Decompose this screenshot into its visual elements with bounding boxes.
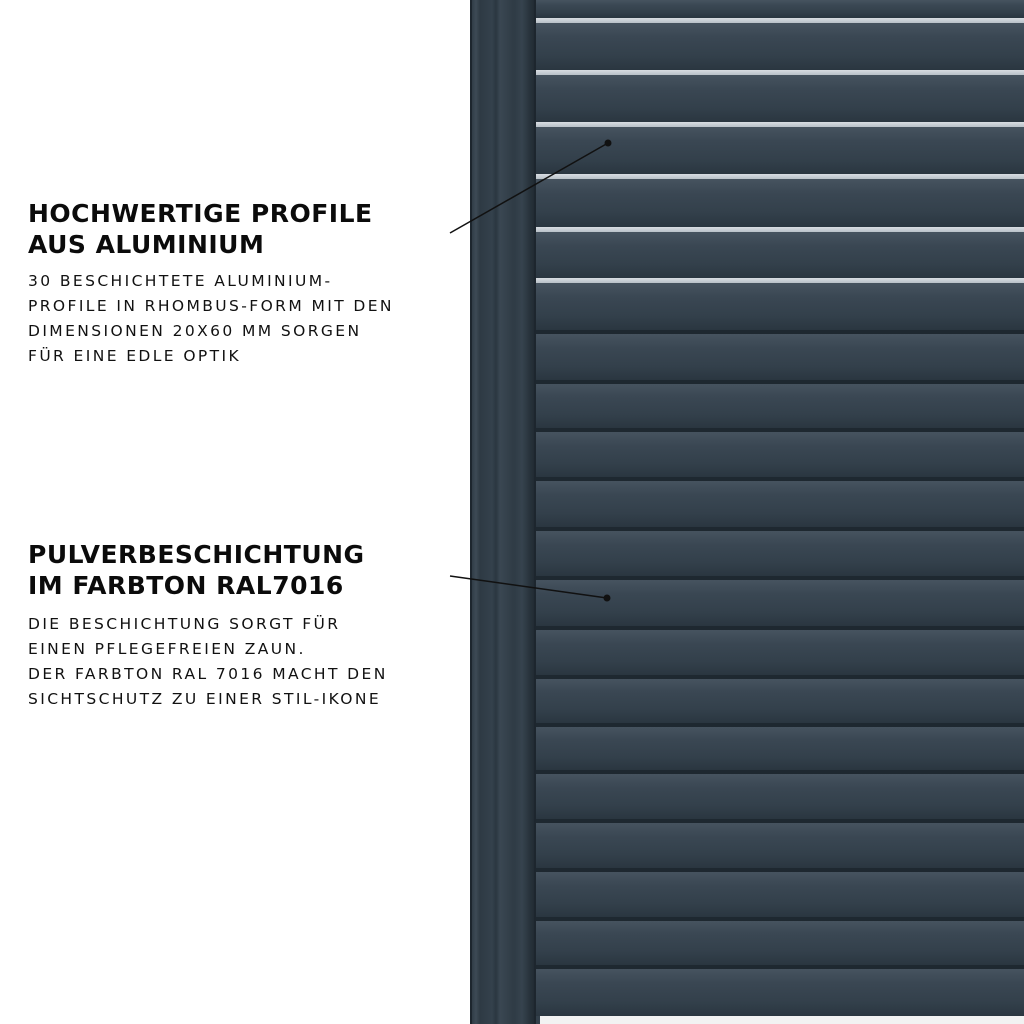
feature-heading-coating: PULVERBESCHICHTUNG IM FARBTON RAL7016: [28, 540, 365, 600]
fence-slat: [536, 531, 1024, 576]
feature-heading-profiles: HOCHWERTIGE PROFILE AUS ALUMINIUM: [28, 199, 373, 259]
fence-slat: [536, 179, 1024, 227]
fence-slat: [536, 0, 1024, 18]
fence-slat: [536, 334, 1024, 380]
fence-slat: [536, 823, 1024, 868]
fence-slat: [536, 283, 1024, 330]
fence-slat: [536, 727, 1024, 770]
fence-slat: [536, 580, 1024, 626]
fence-slat: [536, 384, 1024, 428]
fence-slat: [536, 872, 1024, 917]
fence-post-edge: [470, 0, 472, 1024]
fence-post: [470, 0, 536, 1024]
fence-bottom-gap: [540, 1016, 1024, 1024]
fence-slat: [536, 432, 1024, 477]
fence-slat: [536, 75, 1024, 122]
fence-slat: [536, 481, 1024, 527]
fence-slat: [536, 679, 1024, 723]
fence-slat: [536, 969, 1024, 1016]
feature-text-profiles: 30 BESCHICHTETE ALUMINIUM- PROFILE IN RHOMBUS-FORM MIT DEN DIMENSIONEN 20X60 MM SORGEN FÜR EINE EDLE OPTIK: [28, 272, 394, 365]
fence-slat: [536, 23, 1024, 70]
fence-slat: [536, 921, 1024, 965]
fence-slat: [536, 774, 1024, 819]
fence-panel-image: [470, 0, 1024, 1024]
fence-slat: [536, 630, 1024, 675]
fence-slats: [536, 0, 1024, 1024]
fence-slat: [536, 232, 1024, 278]
feature-text-coating: DIE BESCHICHTUNG SORGT FÜR EINEN PFLEGEFREIEN ZAUN. DER FARBTON RAL 7016 MACHT DEN SICHTSCHUTZ ZU EINER STIL-IKONE: [28, 615, 388, 708]
fence-slat: [536, 127, 1024, 174]
